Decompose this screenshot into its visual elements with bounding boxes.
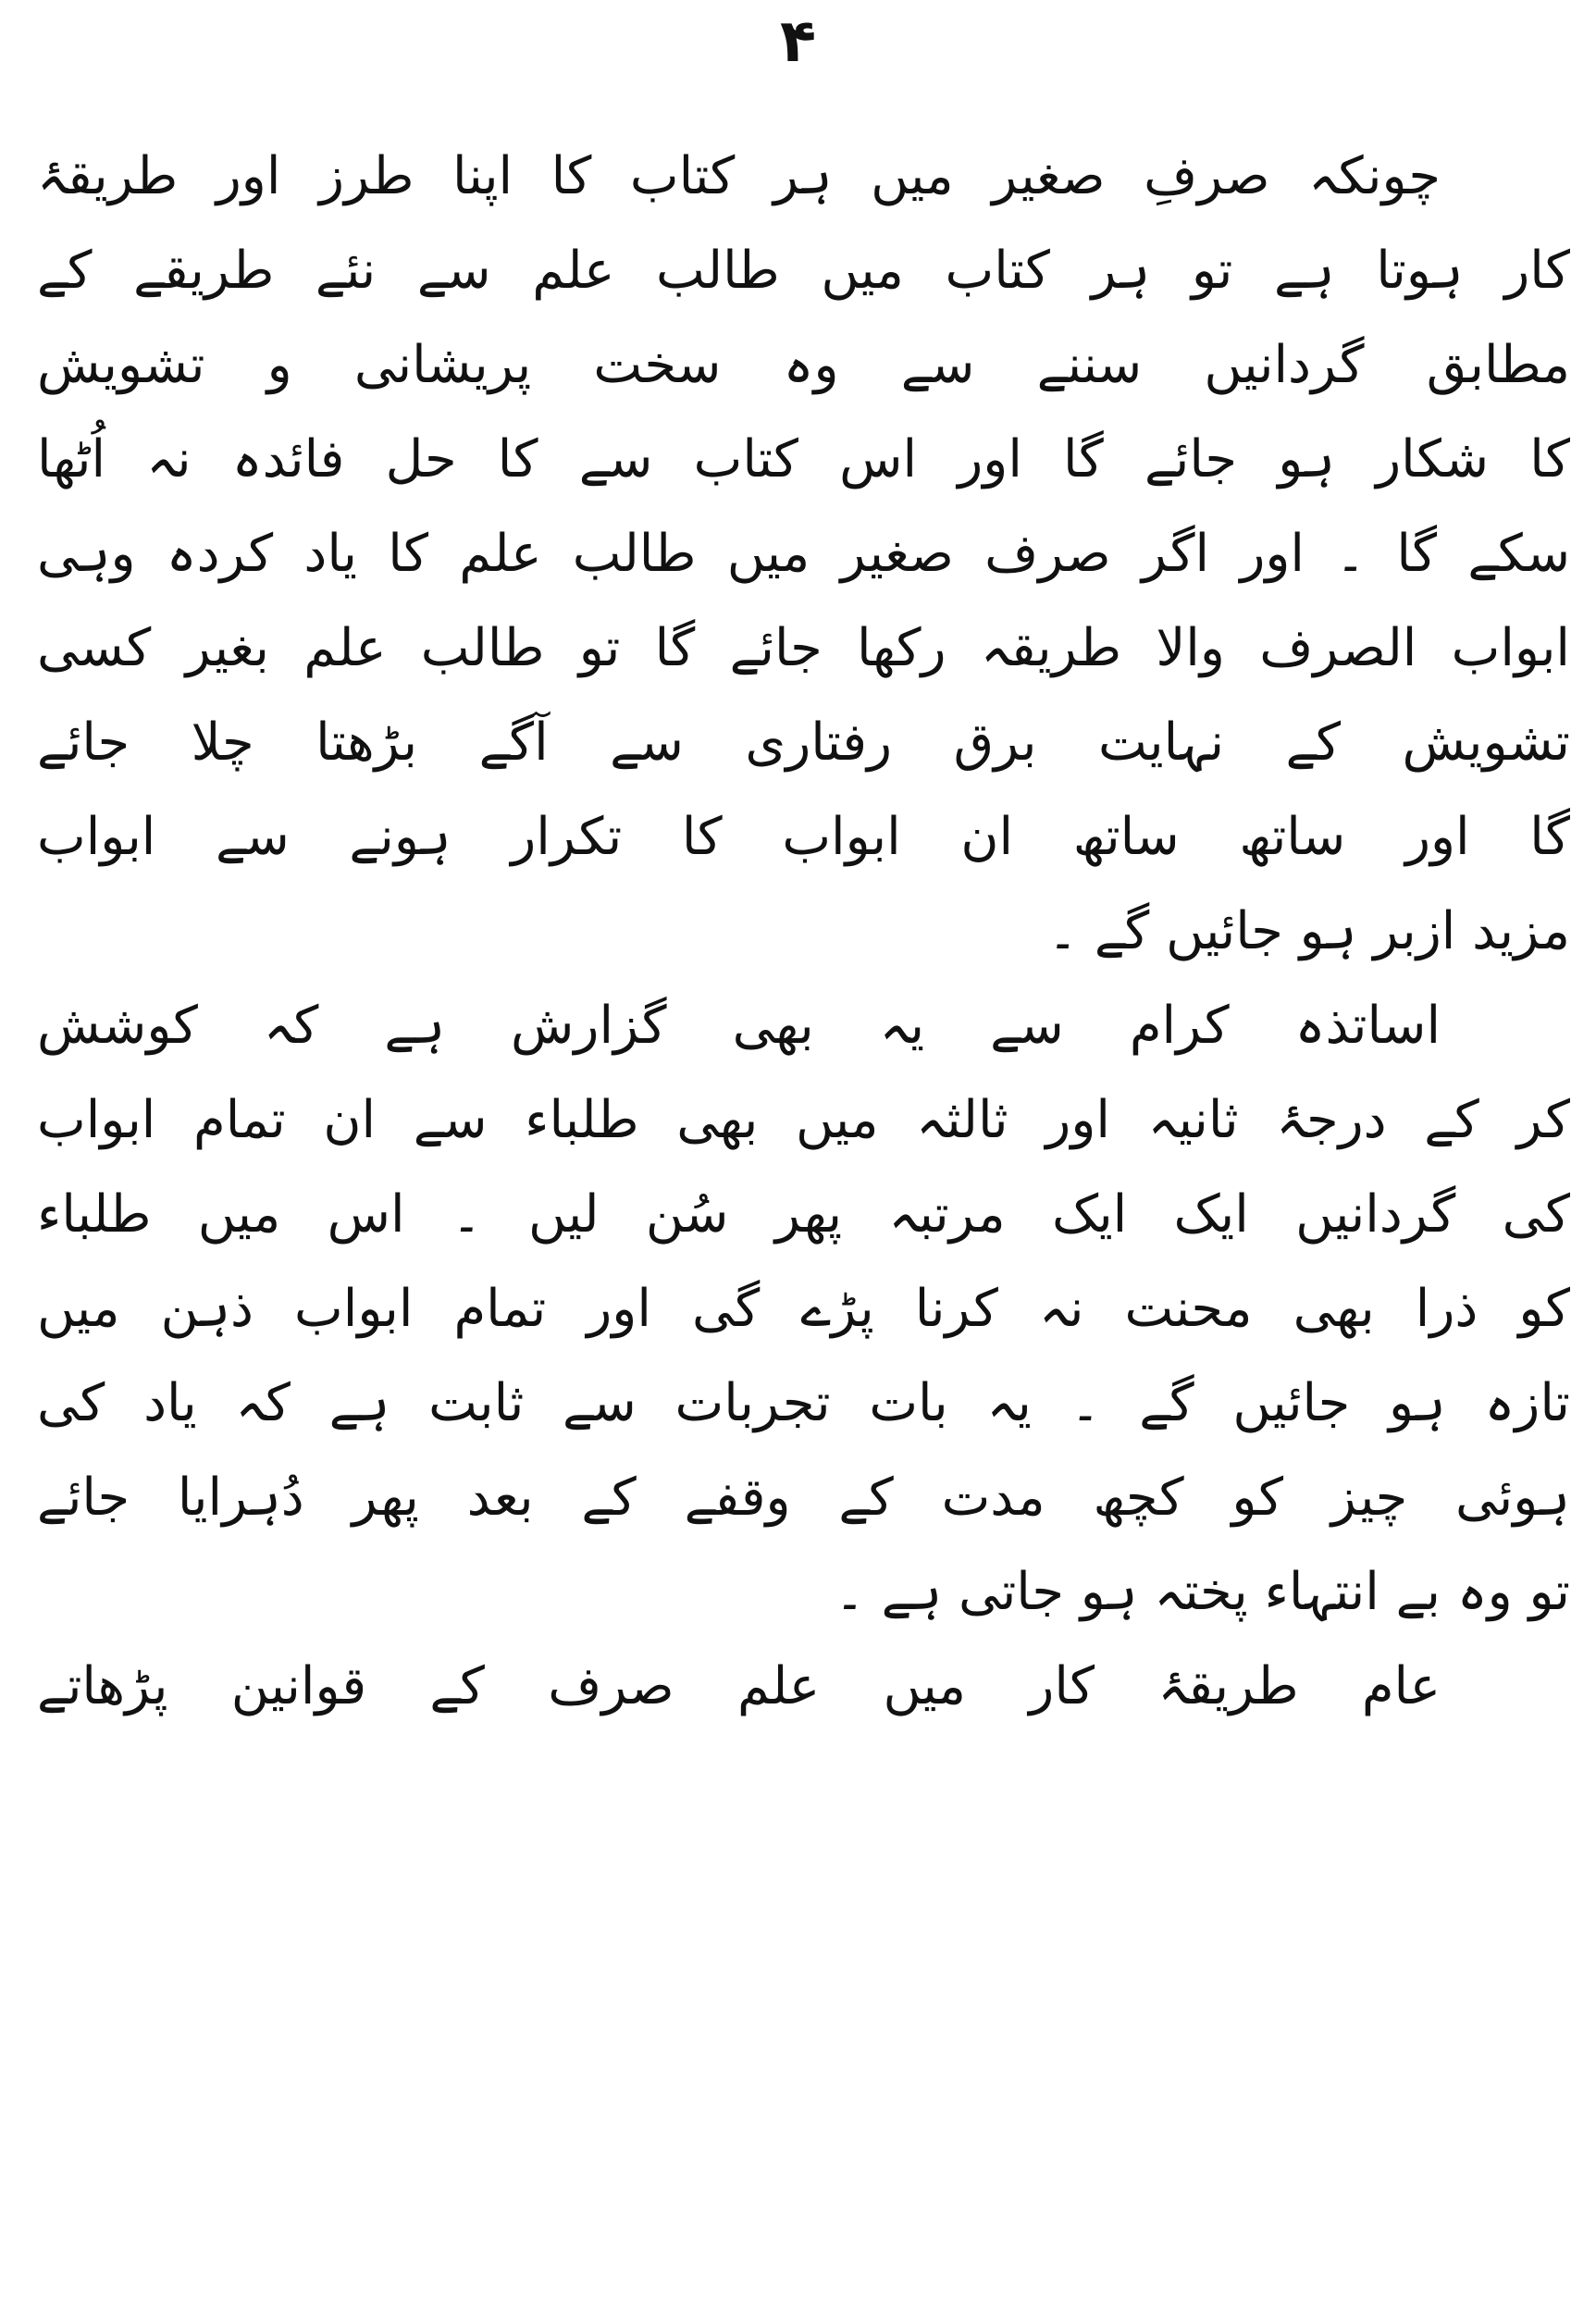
text-line: تازہ ہو جائیں گے ۔ یہ بات تجربات سے ثابت ہے کہ یاد کی xyxy=(37,1373,1570,1433)
text-line: ابواب الصرف والا طریقہ رکھا جائے گا تو طالب علم بغیر کسی xyxy=(37,618,1570,678)
text-line: اساتذہ کرام سے یہ بھی گزارش ہے کہ کوشش xyxy=(37,996,1441,1056)
text-line: مزید ازبر ہو جائیں گے ۔ xyxy=(1047,901,1570,961)
text-line: گا اور ساتھ ساتھ ان ابواب کا تکرار ہونے سے ابواب xyxy=(37,807,1570,867)
text-line: عام طریقۂ کار میں علم صرف کے قوانین پڑھاتے xyxy=(37,1656,1441,1716)
text-line: مطابق گردانیں سننے سے وہ سخت پریشانی و تشویش xyxy=(37,335,1570,395)
text-line: کا شکار ہو جائے گا اور اس کتاب سے کا حل فائدہ نہ اُٹھا xyxy=(37,429,1570,489)
text-line: ہوئی چیز کو کچھ مدت کے وقفے کے بعد پھر دُہرایا جائے xyxy=(37,1468,1570,1528)
text-line: سکے گا ۔ اور اگر صرف صغیر میں طالب علم کا یاد کردہ وہی xyxy=(37,524,1570,584)
text-line: کو ذرا بھی محنت نہ کرنا پڑے گی اور تمام ابواب ذہن میں xyxy=(37,1279,1570,1339)
page-number: ۴ xyxy=(779,7,817,76)
text-line: تو وہ بے انتہاء پختہ ہو جاتی ہے ۔ xyxy=(835,1562,1570,1622)
text-line: کی گردانیں ایک ایک مرتبہ پھر سُن لیں ۔ اس میں طلباء xyxy=(37,1184,1570,1245)
handwritten-text-body xyxy=(37,130,1570,1734)
text-line: تشویش کے نہایت برق رفتاری سے آگے بڑھتا چلا جائے xyxy=(37,712,1570,773)
text-line: کر کے درجۂ ثانیہ اور ثالثہ میں بھی طلباء سے ان تمام ابواب xyxy=(37,1090,1570,1150)
text-line: چونکہ صرفِ صغیر میں ہر کتاب کا اپنا طرز اور طریقۂ xyxy=(37,146,1441,206)
text-line: کار ہوتا ہے تو ہر کتاب میں طالب علم سے نئے طریقے کے xyxy=(37,241,1570,301)
